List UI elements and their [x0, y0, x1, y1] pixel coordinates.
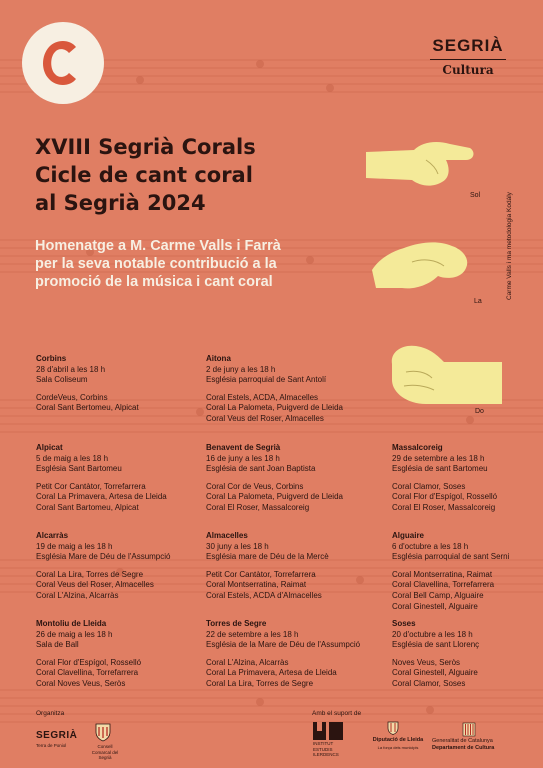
event-date: 28 d'abril a les 18 h — [36, 364, 106, 374]
hand-sign-sol-icon — [366, 138, 476, 190]
iei-text — [313, 741, 339, 758]
event-choir: Coral Sant Bartomeu, Alpicat — [36, 502, 139, 512]
event-venue: Església Mare de Déu de l'Assumpció — [36, 552, 171, 562]
organitza-label: Organitza — [36, 710, 65, 717]
event-date: 2 de juny a les 18 h — [206, 364, 276, 374]
hand-label-sol: Sol — [470, 192, 481, 199]
event-choir: Noves Veus, Seròs — [392, 657, 461, 667]
generalitat-emblem-icon — [462, 721, 476, 737]
title-line: Cicle de cant coral — [35, 163, 253, 187]
event-choir: Coral Noves Veus, Seròs — [36, 678, 126, 688]
title-line: XVIII Segrià Corals — [35, 135, 256, 159]
event-choir: Coral La Lira, Torres de Segre — [36, 569, 144, 579]
event-almacelles — [206, 531, 386, 602]
event-date: 22 de setembre a les 18 h — [206, 629, 299, 639]
event-venue: Església de sant Joan Baptista — [206, 464, 316, 474]
event-choir: Coral Veus del Roser, Almacelles — [36, 580, 154, 590]
event-alcarras — [36, 531, 196, 602]
event-date: 20 d'octubre a les 18 h — [392, 629, 473, 639]
event-town: Aitona — [206, 354, 231, 363]
event-venue: Sala de Ball — [36, 640, 79, 650]
event-town: Corbins — [36, 354, 67, 363]
hand-label-do: Do — [475, 408, 484, 415]
event-venue: Església parroquial de sant Serni — [392, 552, 510, 562]
event-choir: Coral L'Alzina, Alcarràs — [36, 590, 119, 600]
event-venue: Església de la Mare de Déu de l'Assumpció — [206, 640, 361, 650]
event-choir: Coral Flor d'Espígol, Rosselló — [392, 492, 498, 502]
event-choir: Coral Estels, ACDA d'Almacelles — [206, 590, 322, 600]
event-choir: Coral La Lira, Torres de Segre — [206, 678, 314, 688]
event-date: 16 de juny a les 18 h — [206, 453, 280, 463]
segria-small-logo — [36, 730, 86, 748]
iei-text-line: ILERDENCS — [313, 752, 339, 757]
segria-cultura-brand — [428, 36, 508, 77]
event-choir: Coral Clamor, Soses — [392, 481, 466, 491]
event-town: Alcarràs — [36, 531, 69, 540]
diputacio-shield-icon — [387, 721, 399, 735]
event-choir: Coral La Primavera, Artesa de Lleida — [36, 492, 167, 502]
event-venue: Sala Coliseum — [36, 375, 88, 385]
event-montoliu — [36, 619, 196, 690]
poster-subtitle — [35, 237, 355, 291]
event-alpicat — [36, 443, 196, 514]
event-torres-de-segre — [206, 619, 386, 690]
event-town: Massalcoreig — [392, 443, 443, 452]
event-choir: Coral Ginestell, Alguaire — [392, 668, 478, 678]
segria-corals-logo — [22, 22, 104, 104]
event-choir: Coral Montserratina, Raimat — [392, 569, 493, 579]
event-venue: Església de sant Bartomeu — [392, 464, 488, 474]
event-choir: Coral Veus del Roser, Almacelles — [206, 413, 324, 423]
subtitle-line: Homenatge a M. Carme Valls i Farrà — [35, 238, 281, 254]
event-choir: Coral Cor de Veus, Corbins — [206, 481, 304, 491]
event-corbins — [36, 354, 196, 414]
event-choir: Coral Clavellina, Torrefarrera — [36, 668, 139, 678]
event-choir: Coral L'Alzina, Alcarràs — [206, 657, 289, 667]
consell-text: Consell Comarcal del Segrià — [91, 744, 119, 760]
event-date: 29 de setembre a les 18 h — [392, 453, 485, 463]
iei-text-line: ESTUDIS — [313, 746, 333, 752]
brand-name: SEGRIÀ — [432, 36, 504, 55]
event-venue: Església mare de Déu de la Mercè — [206, 552, 329, 562]
event-choir: Coral La Palometa, Puigverd de Lleida — [206, 492, 343, 502]
event-choir: Coral Estels, ACDA, Almacelles — [206, 392, 319, 402]
consell-shield-icon — [94, 722, 112, 742]
diputacio-text — [368, 737, 428, 751]
segria-small-name: SEGRIÀ — [36, 730, 78, 741]
event-choir: Coral Sant Bertomeu, Alpicat — [36, 403, 139, 413]
generalitat-department: Departament de Cultura — [432, 745, 495, 751]
event-choir: Coral El Roser, Massalcoreig — [206, 502, 310, 512]
subtitle-line: per la seva notable contribució a la — [35, 256, 277, 272]
event-massalcoreig — [392, 443, 532, 514]
iei-logo-icon — [313, 722, 343, 740]
title-line: al Segrià 2024 — [35, 191, 206, 215]
event-town: Montoliu de Lleida — [36, 619, 107, 628]
event-choir: CordeVeus, Corbins — [36, 392, 108, 402]
diputacio-name: Diputació de Lleida — [372, 737, 424, 743]
event-town: Torres de Segre — [206, 619, 267, 628]
hand-sign-la-icon — [372, 240, 472, 296]
suport-label: Amb el suport de — [312, 710, 362, 717]
event-choir: Coral Ginestell, Alguaire — [392, 601, 478, 611]
event-town: Almacelles — [206, 531, 248, 540]
event-benavent — [206, 443, 386, 514]
event-choir: Coral La Palometa, Puigverd de Lleida — [206, 403, 343, 413]
event-choir: Coral Flor d'Espígol, Rosselló — [36, 657, 142, 667]
event-town: Alguaire — [392, 531, 425, 540]
generalitat-name: Generalitat de Catalunya — [432, 738, 493, 744]
event-venue: Església Sant Bartomeu — [36, 464, 122, 474]
brand-sub: Cultura — [442, 63, 494, 77]
event-choir: Coral El Roser, Massalcoreig — [392, 502, 496, 512]
event-choir: Coral La Primavera, Artesa de Lleida — [206, 668, 337, 678]
diputacio-tagline: La força dels municipis — [377, 745, 419, 750]
event-choir: Coral Bell Camp, Alguaire — [392, 590, 484, 600]
event-venue: Església parroquial de Sant Antolí — [206, 375, 327, 385]
event-alguaire — [392, 531, 537, 612]
event-date: 5 de maig a les 18 h — [36, 453, 109, 463]
brand-divider — [430, 59, 506, 60]
event-choir: Petit Cor Cantàtor, Torrefarrera — [206, 569, 316, 579]
generalitat-text — [432, 738, 508, 752]
event-choir: Coral Montserratina, Raimat — [206, 580, 307, 590]
hand-label-la: La — [474, 298, 482, 305]
segria-small-sub: Terra de Poniol — [36, 743, 67, 748]
event-choir: Coral Clavellina, Torrefarrera — [392, 580, 495, 590]
event-date: 19 de maig a les 18 h — [36, 541, 113, 551]
event-date: 30 juny a les 18 h — [206, 541, 269, 551]
hand-sign-do-icon — [386, 342, 502, 410]
event-choir: Coral Clamor, Soses — [392, 678, 466, 688]
poster-title — [35, 133, 365, 217]
event-aitona — [206, 354, 386, 425]
kodaly-note: Carme Valls i ma metodologia Kodály — [506, 192, 513, 300]
iei-text-line: INSTITUT — [313, 741, 334, 746]
event-date: 6 d'octubre a les 18 h — [392, 541, 469, 551]
event-soses — [392, 619, 532, 690]
c-letter-icon — [36, 33, 90, 93]
event-venue: Església de sant Llorenç — [392, 640, 480, 650]
event-date: 26 de maig a les 18 h — [36, 629, 113, 639]
event-town: Soses — [392, 619, 416, 628]
event-town: Alpicat — [36, 443, 63, 452]
event-town: Benavent de Segrià — [206, 443, 281, 452]
subtitle-line: promoció de la música i cant coral — [35, 274, 273, 290]
event-choir: Petit Cor Cantàtor, Torrefarrera — [36, 481, 146, 491]
